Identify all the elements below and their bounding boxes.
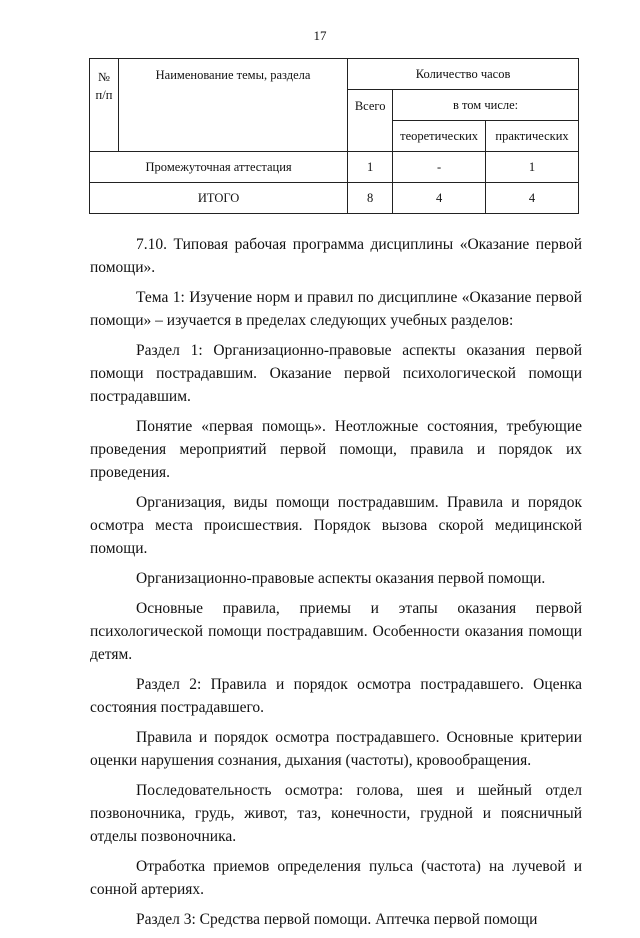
header-theory: теоретических (393, 121, 486, 152)
header-including: в том числе: (393, 90, 579, 121)
body-paragraph: Понятие «первая помощь». Неотложные состояния, требующие проведения мероприятий первой помощи, правила и порядок их проведения. (90, 418, 582, 481)
row-name: ИТОГО (90, 183, 348, 214)
table-row (90, 183, 579, 214)
row-theory: - (393, 152, 486, 183)
row-practice: 4 (486, 183, 579, 214)
section-paragraph: Раздел 3: Средства первой помощи. Аптечка первой помощи (136, 911, 538, 928)
header-total: Всего (348, 90, 393, 152)
body-paragraph: Последовательность осмотра: голова, шея и шейный отдел позвоночника, грудь, живот, таз, конечности, грудной и поясничный отделы позвоночника. (90, 782, 582, 845)
row-practice: 1 (486, 152, 579, 183)
row-theory: 4 (393, 183, 486, 214)
page-number: 17 (313, 28, 327, 43)
row-name: Промежуточная аттестация (90, 152, 348, 183)
body-paragraph: Отработка приемов определения пульса (частота) на лучевой и сонной артериях. (90, 858, 582, 898)
header-practice: практических (486, 121, 579, 152)
section-paragraph: Раздел 2: Правила и порядок осмотра пострадавшего. Оценка состояния пострадавшего. (90, 676, 582, 716)
body-paragraph: Организация, виды помощи пострадавшим. Правила и порядок осмотра места происшествия. Порядок вызова скорой медицинской помощи. (90, 494, 582, 557)
topic-paragraph: Тема 1: Изучение норм и правил по дисциплине «Оказание первой помощи» – изучается в пределах следующих учебных разделов: (90, 289, 582, 329)
header-number: № п/п (90, 59, 119, 152)
section-paragraph: Раздел 1: Организационно-правовые аспекты оказания первой помощи пострадавшим. Оказание первой психологической помощи пострадавшим. (90, 342, 582, 405)
header-hours: Количество часов (348, 59, 579, 90)
header-topic: Наименование темы, раздела (118, 59, 347, 152)
table-header-row (90, 59, 579, 90)
body-paragraph: Организационно-правовые аспекты оказания первой помощи. (136, 570, 546, 587)
body-paragraph: Основные правила, приемы и этапы оказания первой психологической помощи пострадавшим. Особенности оказания помощи детям. (90, 600, 582, 663)
table-row (90, 152, 579, 183)
body-paragraph: Правила и порядок осмотра пострадавшего. Основные критерии оценки нарушения сознания, дыхания (частоты), кровообращения. (90, 729, 582, 769)
row-total: 1 (348, 152, 393, 183)
hours-table (89, 58, 579, 214)
document-body (90, 233, 582, 938)
section-heading: 7.10. Типовая рабочая программа дисциплины «Оказание первой помощи». (90, 236, 582, 276)
row-total: 8 (348, 183, 393, 214)
